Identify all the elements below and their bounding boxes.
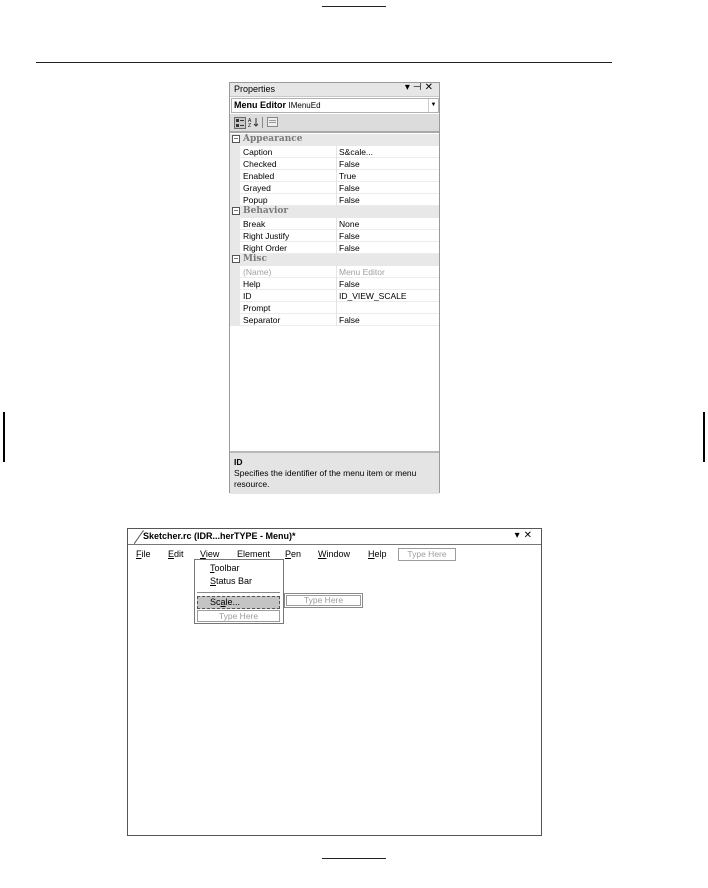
property-key: Right Order (243, 243, 287, 253)
dropdown-icon[interactable]: ▾ (404, 82, 413, 93)
collapse-icon[interactable]: − (233, 134, 239, 143)
property-row[interactable] (230, 146, 439, 158)
property-row[interactable] (230, 314, 439, 326)
object-type: IMenuEd (288, 101, 321, 110)
menu-window[interactable]: Window (318, 549, 351, 559)
collapse-icon[interactable]: − (233, 206, 239, 215)
property-row[interactable] (230, 194, 439, 206)
property-key: Right Justify (243, 231, 290, 241)
menu-edit[interactable]: Edit (168, 549, 184, 559)
properties-title: Properties (234, 84, 276, 94)
property-key: (Name) (243, 267, 272, 277)
right-margin-mark (703, 412, 705, 462)
property-value[interactable]: None (339, 219, 360, 229)
description-pane (230, 451, 439, 494)
menu-separator (197, 592, 280, 593)
view-dropdown-menu (194, 559, 284, 624)
property-value[interactable]: S&cale... (339, 147, 374, 157)
submenu-type-here-box[interactable] (284, 593, 363, 608)
left-margin-mark (3, 412, 5, 462)
category-appearance[interactable] (230, 134, 439, 146)
title-bar-buttons (405, 82, 436, 93)
property-value[interactable]: False (339, 195, 360, 205)
description-title: ID (234, 457, 243, 467)
property-row[interactable] (230, 242, 439, 254)
svg-text:A: A (248, 118, 252, 124)
property-key: Separator (243, 315, 281, 325)
close-icon[interactable]: ✕ (424, 82, 436, 93)
property-key: Grayed (243, 183, 271, 193)
menu-item-scale[interactable]: Scale... (210, 597, 241, 607)
property-key: Checked (243, 159, 277, 169)
svg-text:Z: Z (248, 123, 252, 128)
category-label: Misc (243, 254, 267, 264)
pin-icon[interactable]: ⊣ (412, 82, 425, 93)
property-value[interactable]: False (339, 315, 360, 325)
property-value[interactable]: False (339, 243, 360, 253)
toolbar-separator (262, 117, 263, 128)
categorized-icon[interactable] (234, 117, 246, 129)
property-key: Help (243, 279, 261, 289)
alphabetical-icon[interactable] (248, 117, 259, 128)
dropdown-type-here[interactable]: Type Here (197, 610, 280, 622)
property-value[interactable]: ID_VIEW_SCALE (339, 291, 407, 301)
property-value[interactable]: True (339, 171, 357, 181)
property-value[interactable]: False (339, 183, 360, 193)
property-value[interactable]: False (339, 279, 360, 289)
category-behavior[interactable] (230, 206, 439, 218)
property-key: Popup (243, 195, 268, 205)
property-key: Prompt (243, 303, 271, 313)
category-misc[interactable] (230, 254, 439, 266)
category-label: Behavior (243, 206, 289, 216)
object-selector[interactable] (231, 98, 439, 113)
collapse-icon[interactable]: − (233, 254, 239, 263)
property-row[interactable] (230, 158, 439, 170)
menu-element[interactable]: Element (237, 549, 271, 559)
document-tab-label: Sketcher.rc (IDR...herTYPE - Menu)* (143, 531, 296, 541)
menu-item-status-bar[interactable]: Status Bar (210, 576, 253, 586)
property-row[interactable] (230, 266, 439, 278)
menu-item-toolbar[interactable]: Toolbar (210, 563, 240, 573)
menubar-type-here[interactable]: Type Here (398, 548, 456, 561)
property-value: Menu Editor (339, 267, 385, 277)
menu-editor-window (127, 528, 542, 836)
property-row[interactable] (230, 182, 439, 194)
property-row[interactable] (230, 302, 439, 314)
property-pages-icon[interactable] (267, 117, 278, 128)
menu-pen[interactable]: Pen (285, 549, 302, 559)
description-text: Specifies the identifier of the menu item or menu resource. (234, 468, 417, 489)
property-grid (230, 134, 439, 326)
property-key: Enabled (243, 171, 275, 181)
properties-panel (229, 82, 440, 493)
dropdown-icon[interactable]: ▾ (514, 530, 524, 541)
property-row[interactable] (230, 170, 439, 182)
header-rule (36, 62, 612, 63)
property-row[interactable] (230, 218, 439, 230)
close-icon[interactable]: ✕ (523, 530, 536, 541)
property-value[interactable]: False (339, 159, 360, 169)
property-key: ID (243, 291, 252, 301)
property-row[interactable] (230, 290, 439, 302)
menu-bar (128, 548, 541, 561)
menu-file[interactable]: File (136, 549, 151, 559)
window-controls (515, 530, 536, 541)
top-rule (322, 6, 386, 7)
menu-help[interactable]: Help (368, 549, 387, 559)
properties-toolbar (230, 114, 439, 133)
property-value[interactable]: False (339, 231, 360, 241)
property-key: Caption (243, 147, 273, 157)
chevron-down-icon[interactable]: ▼ (428, 99, 438, 112)
property-key: Break (243, 219, 266, 229)
tab-underline (128, 544, 541, 545)
bottom-rule (322, 858, 386, 859)
menu-view[interactable]: View (200, 549, 220, 559)
submenu-type-here[interactable]: Type Here (286, 595, 361, 606)
property-row[interactable] (230, 278, 439, 290)
property-row[interactable] (230, 230, 439, 242)
properties-title-bar (230, 83, 439, 97)
object-name: Menu Editor IMenuEd (234, 100, 321, 110)
category-label: Appearance (243, 134, 303, 144)
